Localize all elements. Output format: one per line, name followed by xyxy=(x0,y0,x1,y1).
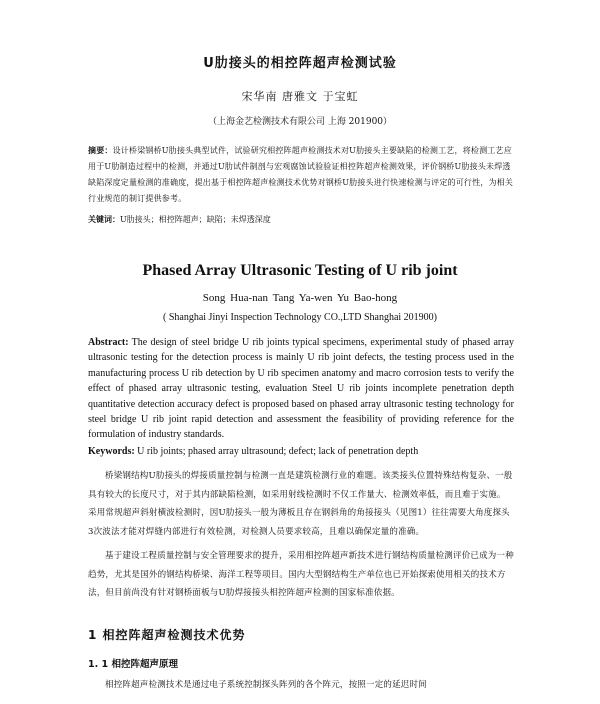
chinese-abstract-text: 设计桥梁钢桥U肋接头典型试件，试验研究相控阵超声检测技术对U肋接头主要缺陷的检测工艺，将检测工艺应用于U肋制造过程中的检测，并通过U肋试件制剖与宏观腐蚀试验验证相控阵超声检测效果，评价钢桥U肋接头未焊透缺陷深度定量检测的准确度，提出基于相控阵超声检测技术优势对钢桥U肋接头进行快速检测与评定的可行性，为相关行业规范的制订提供参考。 xyxy=(88,146,514,203)
intro-paragraph-1-text: 桥梁钢结构U肋接头的焊接质量控制与检测一直是建筑检测行业的难题。该类接头位置特殊结构复杂、一般具有较大的长度尺寸，对于其内部缺陷检测，如采用射线检测时不仅工作量大、检测效率低，而且难于实施。采用常规超声斜射横波检测时，因U肋接头一般为薄板且存在钢斜角的角接接头（见图1）往往需要大角度探头3次波法才能对焊缝内部进行有效检测，对检测人员要求较高，且难以确保定量的准确。 xyxy=(88,471,513,537)
section-1-1-heading: 1. 1 相控阵超声原理 xyxy=(88,659,178,670)
english-affiliation: ( Shanghai Jinyi Inspection Technology CO.,LTD Shanghai 201900) xyxy=(163,312,437,323)
chinese-keywords-label: 关键词： xyxy=(88,215,120,224)
english-abstract-label: Abstract: xyxy=(88,337,129,348)
english-authors: Song Hua-nan Tang Ya-wen Yu Bao-hong xyxy=(202,292,398,304)
english-abstract-text: The design of steel bridge U rib joints typical specimens, experimental study of phased array ultrasonic testing for the detection process is mainly U rib joint defects, the testing process used in the manufacturing process U rib detection by U rib specimen anatomy and macro corrosion tests to verify the effect of phased array ultrasonic testing, evaluation Steel U rib joints incomplete penetration depth quantitative detection accuracy defect is proposed based on phased array ultrasonic testing technology for steel bridge U rib joint rapid detection and assessment the feasibility of providing reference for the formulation of industry standards. xyxy=(88,337,514,441)
section-1-heading: 1 相控阵超声检测技术优势 xyxy=(88,628,246,642)
english-abstract xyxy=(88,335,514,443)
section-1-1-paragraph-text: 相控阵超声检测技术是通过电子系统控制探头阵列的各个阵元，按照一定的延迟时间 xyxy=(105,680,427,690)
section-1-1-paragraph xyxy=(88,676,514,694)
chinese-keywords xyxy=(88,213,514,227)
intro-paragraph-1 xyxy=(88,467,514,541)
english-title: Phased Array Ultrasonic Testing of U rib joint xyxy=(142,262,458,279)
intro-paragraph-2-text: 基于建设工程质量控制与安全管理要求的提升，采用相控阵超声新技术进行钢结构质量检测评价已成为一种趋势，尤其是国外的钢结构桥梁、海洋工程等项目。国内大型钢结构生产单位也已开始探索使用相关的技术方法，但目前尚没有针对钢桥面板与U肋焊接接头相控阵超声检测的国家标准依据。 xyxy=(88,551,514,599)
chinese-keywords-text: U肋接头；相控阵超声；缺陷；未焊透深度 xyxy=(120,215,271,224)
chinese-title: U肋接头的相控阵超声检测试验 xyxy=(203,56,397,71)
chinese-abstract xyxy=(88,143,514,207)
english-keywords-label: Keywords: xyxy=(88,446,135,457)
intro-paragraph-2 xyxy=(88,547,514,603)
english-keywords xyxy=(88,445,514,459)
chinese-abstract-label: 摘要： xyxy=(88,146,113,155)
chinese-authors: 宋华南 唐雅文 于宝虹 xyxy=(241,90,359,103)
chinese-affiliation: （上海金艺检测技术有限公司 上海 201900） xyxy=(207,117,393,127)
english-keywords-text: U rib joints; phased array ultrasound; defect; lack of penetration depth xyxy=(137,446,419,457)
